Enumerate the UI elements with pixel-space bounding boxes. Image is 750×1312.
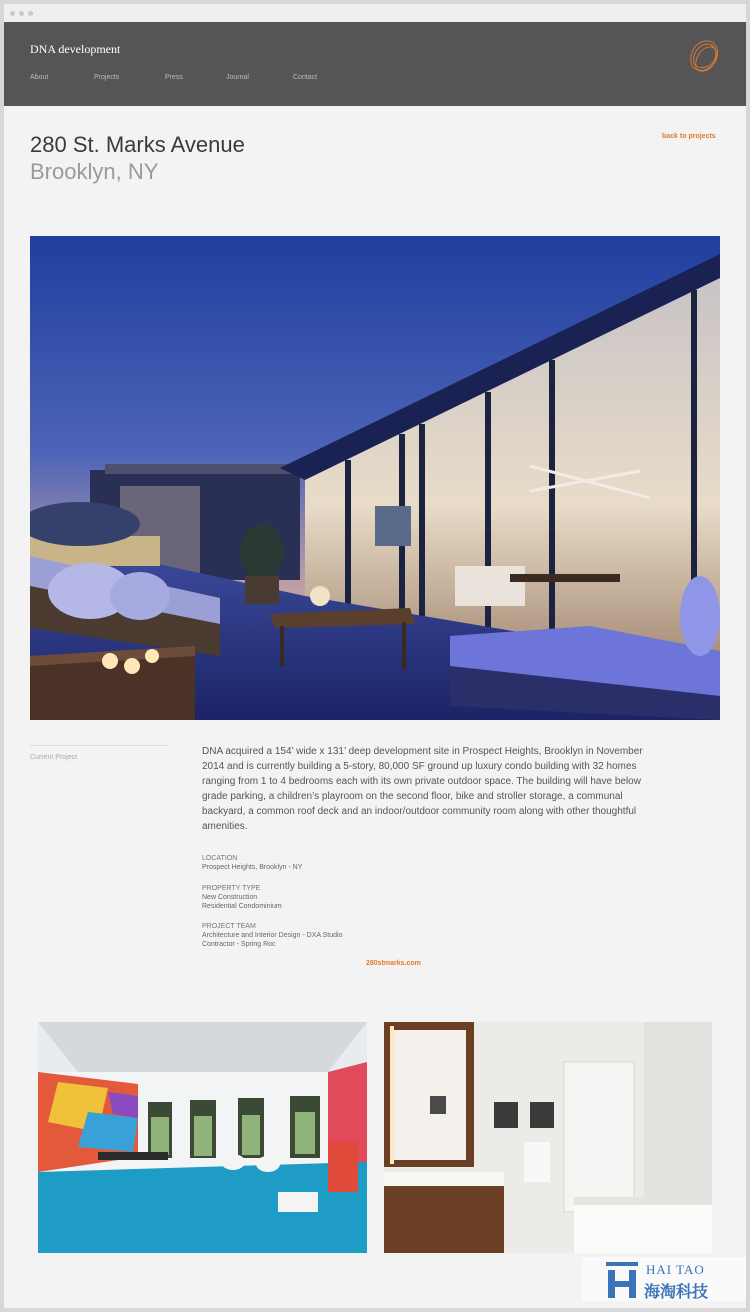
meta-team-heading: PROJECT TEAM xyxy=(202,923,256,930)
window-chrome xyxy=(4,4,746,22)
meta-team-value: Architecture and Interior Design - DXA Studio xyxy=(202,932,343,939)
site-header xyxy=(4,22,746,106)
meta-project-team xyxy=(202,922,342,949)
nav-projects[interactable]: Projects xyxy=(94,74,120,81)
back-to-projects-link[interactable]: back to projects xyxy=(662,133,716,140)
gallery-image-bathroom[interactable] xyxy=(384,1022,712,1253)
main-nav xyxy=(30,74,317,81)
meta-location xyxy=(202,854,302,872)
meta-type-value: Residential Condominium xyxy=(202,903,282,910)
window-dot-zoom[interactable] xyxy=(28,11,33,16)
window-dot-close[interactable] xyxy=(10,11,15,16)
project-status-label: Current Project xyxy=(30,754,78,761)
sidebar-divider xyxy=(30,745,168,746)
brand-logo-text[interactable]: DNA development xyxy=(30,42,121,56)
meta-location-value: Prospect Heights, Brooklyn - NY xyxy=(202,864,303,871)
hero-image-rooftop xyxy=(30,236,720,720)
nav-press[interactable]: Press xyxy=(165,74,183,81)
gallery-image-playroom[interactable] xyxy=(38,1022,367,1253)
dna-logo-icon[interactable] xyxy=(684,36,722,76)
nav-journal[interactable]: Journal xyxy=(226,74,249,81)
nav-contact[interactable]: Contact xyxy=(293,74,318,81)
watermark-text-latin: HAI TAO xyxy=(646,1262,705,1277)
meta-property-type xyxy=(202,884,282,911)
browser-window xyxy=(4,4,746,1308)
watermark-logo-icon xyxy=(606,1262,638,1298)
page-subtitle: Brooklyn, NY xyxy=(30,159,159,184)
meta-type-heading: PROPERTY TYPE xyxy=(202,885,261,892)
meta-type-value: New Construction xyxy=(202,894,258,901)
project-description: DNA acquired a 154’ wide x 131’ deep development site in Prospect Heights, Brooklyn in November 2014 and is currently building a 5-story, 80,000 SF ground up luxury condo building with 32 homes ranging from 1 to 4 bedrooms each with its own private outdoor space. The building will have below grade parking, a children’s playroom on the second floor, bike and stroller storage, a communal backyard, a common roof deck and an indoor/outdoor community room along with other thoughtful amenities. xyxy=(202,746,643,832)
project-website-link[interactable]: 280stmarks.com xyxy=(366,960,421,967)
meta-team-value: Contractor - Spring Roc xyxy=(202,941,276,948)
window-dot-minimize[interactable] xyxy=(19,11,24,16)
meta-location-heading: LOCATION xyxy=(202,855,238,862)
nav-about[interactable]: About xyxy=(30,74,49,81)
watermark-text-chinese: 海淘科技 xyxy=(644,1284,709,1301)
page-title: 280 St. Marks Avenue xyxy=(30,132,245,157)
